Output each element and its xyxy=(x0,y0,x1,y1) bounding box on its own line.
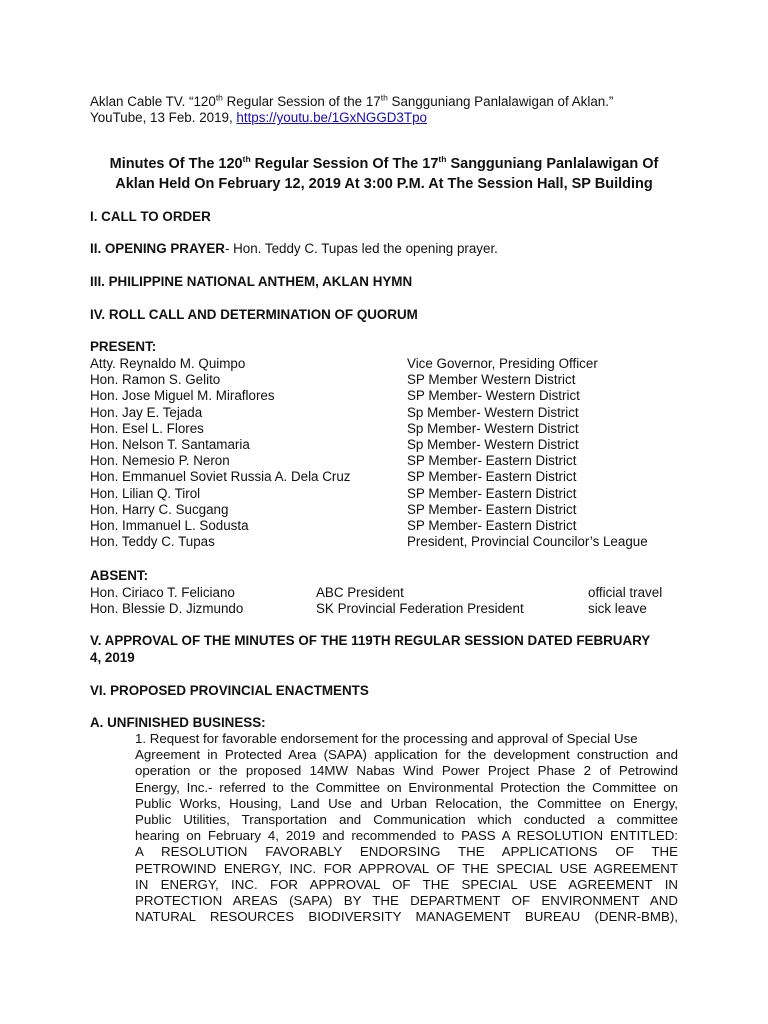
superscript: th xyxy=(380,92,388,103)
title-text: Sangguniang Panlalawigan Of xyxy=(446,156,659,172)
member-role: Vice Governor, Presiding Officer xyxy=(407,356,598,371)
youtube-link[interactable]: https://youtu.be/1GxNGGD3Tpo xyxy=(236,110,427,125)
member-role: SP Member- Eastern District xyxy=(407,518,577,533)
member-name: Hon. Nelson T. Santamaria xyxy=(90,437,250,452)
present-heading: PRESENT: xyxy=(90,339,157,354)
title-text: Regular Session Of The 17 xyxy=(250,156,439,172)
section-approval-minutes-line-1: V. APPROVAL OF THE MINUTES OF THE 119TH REGULAR SESSION DATED FEBRUARY xyxy=(90,633,651,648)
member-name: Hon. Harry C. Sucgang xyxy=(90,501,229,517)
absence-reason: sick leave xyxy=(588,601,647,617)
member-role: SP Member- Eastern District xyxy=(407,469,577,485)
paragraph-line: PROTECTION AREAS (SAPA) BY THE DEPARTMENT OF ENVIRONMENT AND xyxy=(135,892,678,908)
citation-text: Regular Session of the 17 xyxy=(222,94,381,109)
present-member-row xyxy=(90,437,690,453)
paragraph-line: Agreement in Protected Area (SAPA) application for the development construction and xyxy=(135,747,678,763)
member-role: Sp Member- Western District xyxy=(407,437,579,452)
member-name: Hon. Nemesio P. Neron xyxy=(90,453,230,469)
member-name: Hon. Jose Miguel M. Miraflores xyxy=(90,388,275,404)
superscript: th xyxy=(215,92,223,103)
section-proposed-enactments: VI. PROPOSED PROVINCIAL ENACTMENTS xyxy=(90,683,369,698)
title-text: Minutes Of The 120 xyxy=(109,156,243,172)
member-position: SK Provincial Federation President xyxy=(316,601,524,617)
member-name: Atty. Reynaldo M. Quimpo xyxy=(90,356,246,371)
member-name: Hon. Ramon S. Gelito xyxy=(90,372,221,388)
paragraph-line: A RESOLUTION FAVORABLY ENDORSING THE APPLICATIONS OF THE xyxy=(135,844,678,860)
citation-text: Sangguniang Panlalawigan of Aklan.” xyxy=(387,94,614,109)
member-role: SP Member- Eastern District xyxy=(407,453,577,469)
member-name: Hon. Lilian Q. Tirol xyxy=(90,485,201,501)
section-opening-prayer xyxy=(90,241,498,256)
document-title-line-2: Aklan Held On February 12, 2019 At 3:00 P.M. At The Session Hall, SP Building xyxy=(115,176,653,192)
present-member-row xyxy=(90,486,690,502)
paragraph-line: Public Works, Housing, Land Use and Urban Relocation, the Committee on Energy, xyxy=(135,795,678,811)
section-roll-call: IV. ROLL CALL AND DETERMINATION OF QUORUM xyxy=(90,307,418,322)
section-call-to-order: I. CALL TO ORDER xyxy=(90,209,211,224)
member-name: Hon. Immanuel L. Sodusta xyxy=(90,518,249,533)
section-heading: II. OPENING PRAYER xyxy=(90,241,225,256)
document-title-line-1 xyxy=(60,156,708,172)
present-member-row xyxy=(90,388,690,404)
section-anthem: III. PHILIPPINE NATIONAL ANTHEM, AKLAN HYMN xyxy=(90,274,413,289)
member-role: Sp Member- Western District xyxy=(407,404,579,420)
present-member-row xyxy=(90,356,690,372)
member-name: Hon. Emmanuel Soviet Russia A. Dela Cruz xyxy=(90,469,351,485)
section-approval-minutes-line-2: 4, 2019 xyxy=(90,650,135,665)
member-position: ABC President xyxy=(316,585,404,600)
member-role: Sp Member- Western District xyxy=(407,420,579,436)
present-member-row xyxy=(90,372,690,388)
member-name: Hon. Ciriaco T. Feliciano xyxy=(90,585,235,600)
unfinished-business-item-1 xyxy=(135,731,678,925)
paragraph-line: PETROWIND ENERGY, INC. FOR APPROVAL OF THE SPECIAL USE AGREEMENT xyxy=(135,860,678,876)
present-member-row xyxy=(90,518,690,534)
paragraph-line: hearing on February 4, 2019 and recommended to PASS A RESOLUTION ENTITLED: xyxy=(135,828,678,844)
present-member-row xyxy=(90,469,690,485)
absent-member-row xyxy=(90,585,690,601)
paragraph-line: NATURAL RESOURCES BIODIVERSITY MANAGEMENT BUREAU (DENR-BMB), xyxy=(135,909,678,925)
absent-heading: ABSENT: xyxy=(90,568,149,583)
member-role: SP Member Western District xyxy=(407,372,576,388)
member-name: Hon. Jay E. Tejada xyxy=(90,404,203,420)
member-name: Hon. Blessie D. Jizmundo xyxy=(90,601,244,617)
paragraph-line: IN ENERGY, INC. FOR APPROVAL OF THE SPECIAL USE AGREEMENT IN xyxy=(135,876,678,892)
superscript: th xyxy=(242,154,251,165)
absence-reason: official travel xyxy=(588,585,663,600)
paragraph-line: 1. Request for favorable endorsement for the processing and approval of Special Use xyxy=(135,731,638,746)
present-member-row xyxy=(90,502,690,518)
superscript: th xyxy=(438,154,447,165)
paragraph-line: Energy, Inc.- referred to the Committee on Environmental Protection the Committee on xyxy=(135,779,678,795)
member-role: SP Member- Eastern District xyxy=(407,501,577,517)
member-name: Hon. Teddy C. Tupas xyxy=(90,534,215,550)
member-role: SP Member- Western District xyxy=(407,388,580,404)
absent-member-row xyxy=(90,601,690,617)
paragraph-line: Public Utilities, Transportation and Communication which conducted a committee xyxy=(135,811,678,827)
section-text: - Hon. Teddy C. Tupas led the opening prayer. xyxy=(224,241,498,256)
present-member-row xyxy=(90,534,690,550)
citation-text: Aklan Cable TV. “120 xyxy=(90,94,216,109)
present-member-row xyxy=(90,405,690,421)
citation-text: YouTube, 13 Feb. 2019, xyxy=(90,110,237,125)
paragraph-line: operation or the proposed 14MW Nabas Wind Power Project Phase 2 of Petrowind xyxy=(135,763,678,779)
citation-line-2 xyxy=(90,110,427,125)
member-name: Hon. Esel L. Flores xyxy=(90,420,204,436)
present-member-row xyxy=(90,421,690,437)
member-role: President, Provincial Councilor’s League xyxy=(407,534,648,550)
present-member-row xyxy=(90,453,690,469)
citation-line-1 xyxy=(90,94,613,109)
section-unfinished-business: A. UNFINISHED BUSINESS: xyxy=(90,715,266,730)
member-role: SP Member- Eastern District xyxy=(407,485,577,501)
